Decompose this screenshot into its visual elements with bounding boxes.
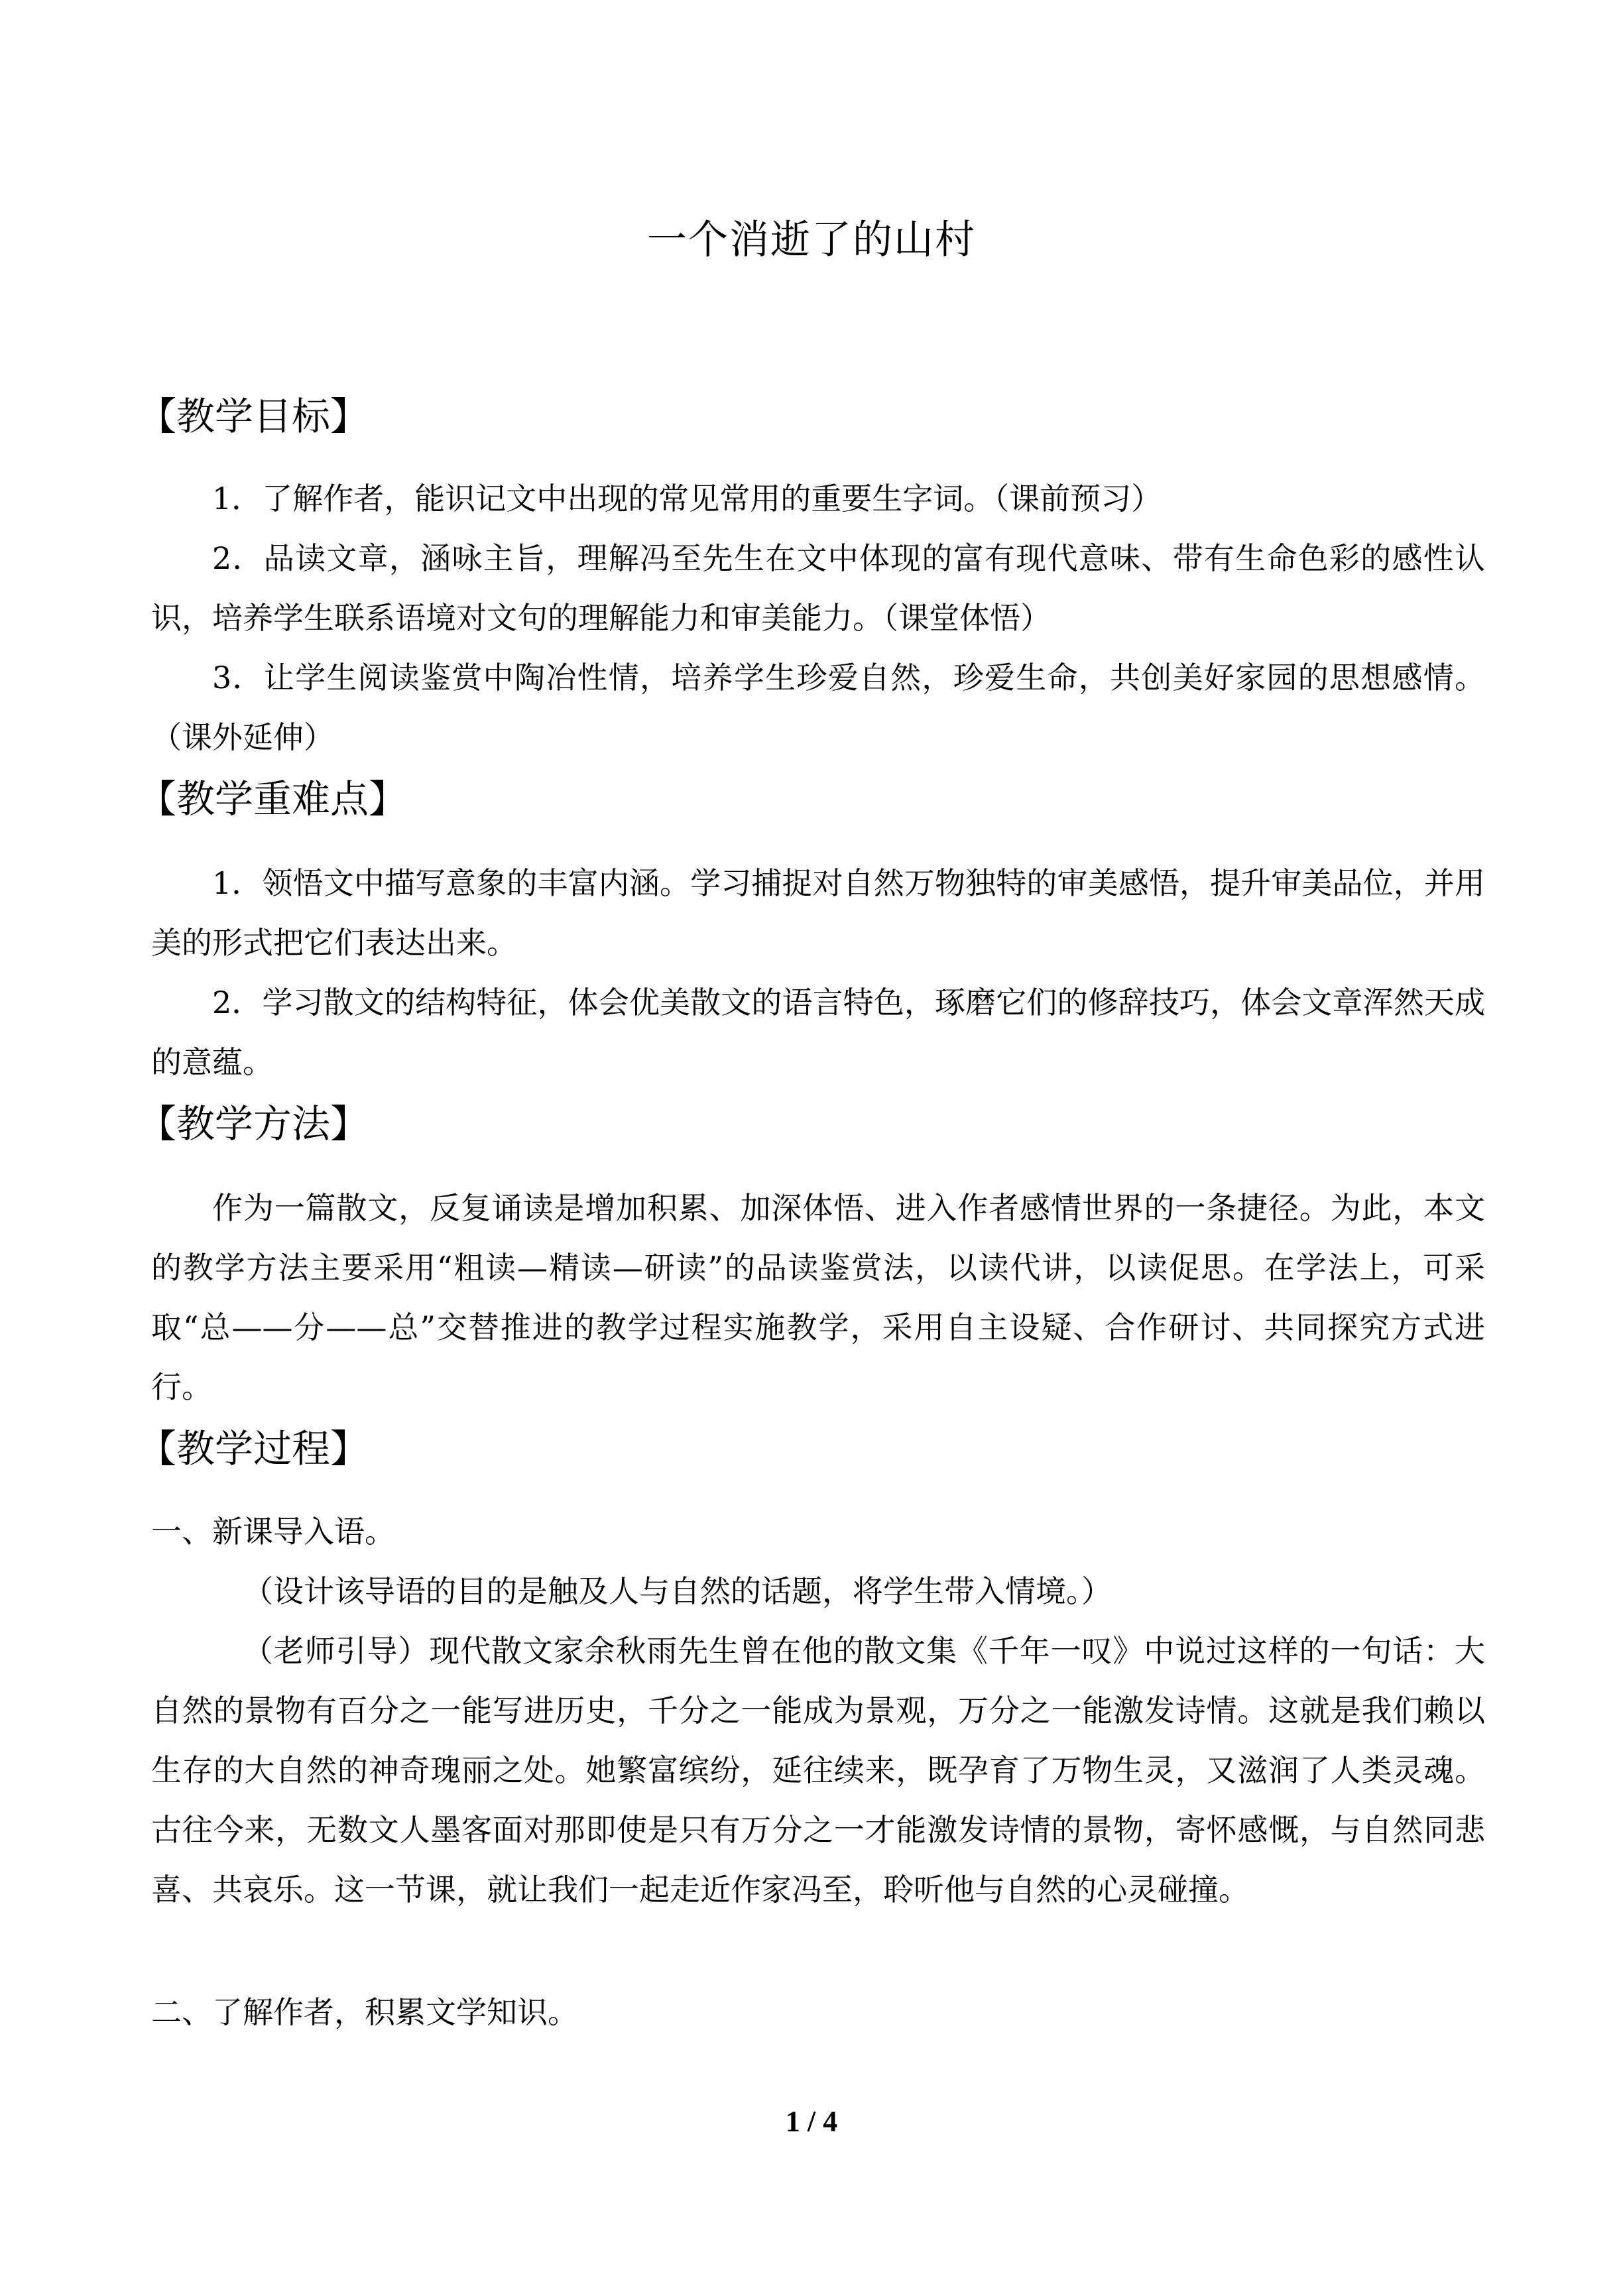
- goal-item-2: 2．品读文章，涵咏主旨，理解冯至先生在文中体现的富有现代意味、带有生命色彩的感性认识，培养学生联系语境对文句的理解能力和审美能力。（课堂体悟）: [151, 540, 1485, 636]
- goal-item-3: 3．让学生阅读鉴赏中陶冶性情，培养学生珍爱自然，珍爱生命，共创美好家园的思想感情。（课外延伸）: [151, 660, 1485, 755]
- heading-teaching-process: 【教学过程】: [138, 1426, 369, 1471]
- goal-item-1: 1．了解作者，能识记文中出现的常见常用的重要生字词。（课前预习）: [212, 481, 1162, 516]
- heading-teaching-goals: 【教学目标】: [138, 394, 369, 439]
- process-step-2: 二、了解作者，积累文学知识。: [151, 1994, 578, 2030]
- keypoint-item-2: 2．学习散文的结构特征，体会优美散文的语言特色，琢磨它们的修辞技巧，体会文章浑然天成的意蕴。: [151, 985, 1485, 1080]
- heading-key-points: 【教学重难点】: [138, 776, 408, 821]
- methods-paragraph: 作为一篇散文，反复诵读是增加积累、加深体悟、进入作者感情世界的一条捷径。为此，本文的教学方法主要采用“粗读—精读—研读”的品读鉴赏法，以读代讲，以读促思。在学法上，可采取“总——分——总”交替推进的教学过程实施教学，采用自主设疑、合作研讨、共同探究方式进行。: [151, 1190, 1485, 1405]
- heading-teaching-methods: 【教学方法】: [138, 1101, 369, 1146]
- process-step-1-text: （老师引导）现代散文家余秋雨先生曾在他的散文集《千年一叹》中说过这样的一句话：大自然的景物有百分之一能写进历史，千分之一能成为景观，万分之一能激发诗情。这就是我们赖以生存的大自然的神奇瑰丽之处。她繁富缤纷，延往续来，既孕育了万物生灵，又滋润了人类灵魂。古往今来，无数文人墨客面对那即使是只有万分之一才能激发诗情的景物，寄怀感慨，与自然同悲喜、共哀乐。这一节课，就让我们一起走近作家冯至，聆听他与自然的心灵碰撞。: [151, 1633, 1485, 1907]
- document-title: 一个消逝了的山村: [647, 217, 976, 263]
- process-step-1: 一、新课导入语。: [151, 1514, 395, 1549]
- keypoint-item-1: 1．领悟文中描写意象的丰富内涵。学习捕捉对自然万物独特的审美感悟，提升审美品位，并用美的形式把它们表达出来。: [151, 865, 1485, 961]
- process-step-1-note: （设计该导语的目的是触及人与自然的话题，将学生带入情境。）: [243, 1573, 1112, 1609]
- page-number: 1 / 4: [785, 2105, 838, 2138]
